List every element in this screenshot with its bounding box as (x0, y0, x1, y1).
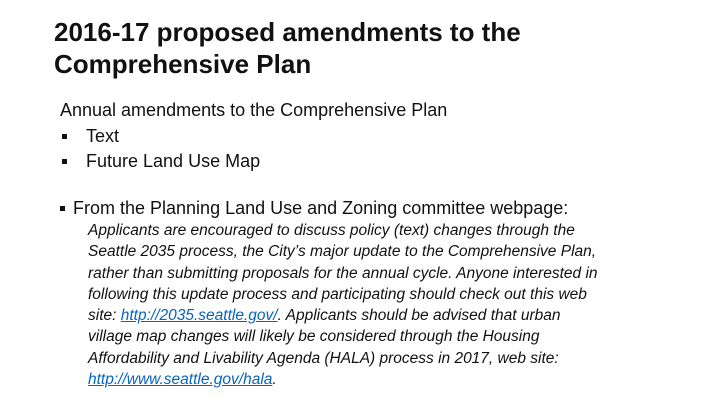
list-item (60, 149, 660, 174)
square-bullet-icon (60, 206, 65, 211)
slide-content (60, 98, 660, 390)
quote-text: . Applicants should be advised that urban village map changes will likely be considered through the Housing Affordability and Livability Agenda (HALA) process in 2017, web site: (88, 307, 561, 367)
list-item (60, 124, 660, 149)
quote-text: Applicants are encouraged to discuss policy (text) changes through the Seattle 2035 process, the City’s major update to the Comprehensive Plan, rather than submitting proposals for the annual cycle. Anyone interested in following this update process and participating should check out this web site: (88, 222, 598, 325)
list-item-label: Text (86, 126, 120, 146)
committee-quote (88, 220, 608, 390)
quote-text: . (272, 371, 277, 389)
seattle-2035-link[interactable]: http://2035.seattle.gov/ (120, 307, 278, 325)
committee-bullet (60, 196, 660, 220)
amendment-types-list (60, 124, 660, 174)
committee-bullet-label: From the Planning Land Use and Zoning committee webpage: (73, 198, 569, 218)
intro-text: Annual amendments to the Comprehensive Plan (60, 100, 448, 120)
square-bullet-icon (62, 134, 67, 139)
list-item-label: Future Land Use Map (86, 151, 261, 171)
slide-title: 2016-17 proposed amendments to the Comprehensive Plan (54, 17, 521, 79)
square-bullet-icon (62, 159, 67, 164)
hala-link[interactable]: http://www.seattle.gov/hala (88, 371, 273, 389)
